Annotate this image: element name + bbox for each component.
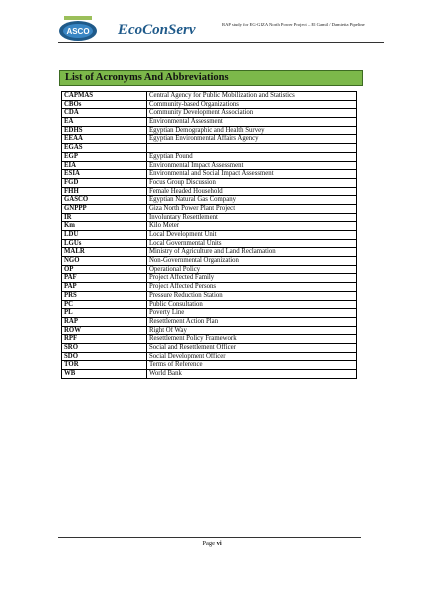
table-row xyxy=(62,170,357,179)
definition-cell: Central Agency for Public Mobilization and Statistics xyxy=(147,92,357,101)
acronym-cell: GNPPP xyxy=(62,204,147,213)
acronym-cell: EIA xyxy=(62,161,147,170)
acronym-cell: PL xyxy=(62,309,147,318)
definition-cell: Focus Group Discussion xyxy=(147,178,357,187)
definition-cell: Social and Resettlement Officer xyxy=(147,343,357,352)
table-row xyxy=(62,274,357,283)
definition-cell: World Bank xyxy=(147,370,357,379)
definition-cell: Local Development Unit xyxy=(147,231,357,240)
table-row xyxy=(62,187,357,196)
ecoconserv-logo-text: EcoConServ xyxy=(118,22,196,38)
definition-cell: Resettlement Action Plan xyxy=(147,317,357,326)
asco-logo-text: ASCO xyxy=(66,27,90,36)
definition-cell: Environmental Assessment xyxy=(147,118,357,127)
acronym-cell: FGD xyxy=(62,178,147,187)
ecoconserv-logo xyxy=(116,18,216,40)
acronym-cell: EDHS xyxy=(62,126,147,135)
page-number xyxy=(0,540,424,547)
table-row xyxy=(62,152,357,161)
acronym-cell: CDA xyxy=(62,109,147,118)
definition-cell: Giza North Power Plant Project xyxy=(147,204,357,213)
table-row xyxy=(62,283,357,292)
section-title-box xyxy=(59,70,363,86)
acronym-cell: NGO xyxy=(62,257,147,266)
table-row xyxy=(62,239,357,248)
definition-cell: Operational Policy xyxy=(147,265,357,274)
table-row xyxy=(62,352,357,361)
acronym-cell: CAPMAS xyxy=(62,92,147,101)
definition-cell: Community-based Organizations xyxy=(147,100,357,109)
acronyms-table-body xyxy=(62,92,357,379)
definition-cell: Project Affected Persons xyxy=(147,283,357,292)
asco-logo xyxy=(58,16,98,42)
definition-cell: Kilo Meter xyxy=(147,222,357,231)
table-row xyxy=(62,265,357,274)
table-row xyxy=(62,92,357,101)
document-title: RAP study for EG-GIZA North Power Project – El Gamil / Damietta Pipeline xyxy=(222,22,365,27)
acronym-cell: LGUs xyxy=(62,239,147,248)
definition-cell: Egyptian Environmental Affairs Agency xyxy=(147,135,357,144)
table-row xyxy=(62,144,357,153)
acronym-cell: SRO xyxy=(62,343,147,352)
definition-cell: Pressure Reduction Station xyxy=(147,291,357,300)
table-row xyxy=(62,135,357,144)
acronym-cell: MALR xyxy=(62,248,147,257)
footer-divider xyxy=(58,537,361,538)
page-number-value: vi xyxy=(216,540,222,547)
definition-cell xyxy=(147,144,357,153)
definition-cell: Public Consultation xyxy=(147,300,357,309)
acronym-cell: PRS xyxy=(62,291,147,300)
acronym-cell: EEAA xyxy=(62,135,147,144)
header-divider xyxy=(58,42,384,43)
definition-cell: Social Development Officer xyxy=(147,352,357,361)
acronym-cell: ROW xyxy=(62,326,147,335)
table-row xyxy=(62,231,357,240)
acronym-cell: GASCO xyxy=(62,196,147,205)
definition-cell: Community Development Association xyxy=(147,109,357,118)
table-row xyxy=(62,361,357,370)
table-row xyxy=(62,196,357,205)
table-row xyxy=(62,204,357,213)
definition-cell: Female Headed Household xyxy=(147,187,357,196)
acronym-cell: CBOs xyxy=(62,100,147,109)
acronym-cell: ESIA xyxy=(62,170,147,179)
table-row xyxy=(62,326,357,335)
acronym-cell: RPF xyxy=(62,335,147,344)
definition-cell: Local Governmental Units xyxy=(147,239,357,248)
acronym-cell: RAP xyxy=(62,317,147,326)
definition-cell: Right Of Way xyxy=(147,326,357,335)
table-row xyxy=(62,109,357,118)
definition-cell: Poverty Line xyxy=(147,309,357,318)
table-row xyxy=(62,309,357,318)
table-row xyxy=(62,317,357,326)
table-row xyxy=(62,118,357,127)
acronym-cell: OP xyxy=(62,265,147,274)
page-header xyxy=(58,14,384,44)
definition-cell: Environmental Impact Assessment xyxy=(147,161,357,170)
table-row xyxy=(62,343,357,352)
acronym-cell: PAF xyxy=(62,274,147,283)
definition-cell: Involuntary Resettlement xyxy=(147,213,357,222)
acronym-cell: EGP xyxy=(62,152,147,161)
acronym-cell: WB xyxy=(62,370,147,379)
acronym-cell: TOR xyxy=(62,361,147,370)
definition-cell: Environmental and Social Impact Assessment xyxy=(147,170,357,179)
table-row xyxy=(62,100,357,109)
table-row xyxy=(62,222,357,231)
definition-cell: Terms of Reference xyxy=(147,361,357,370)
table-row xyxy=(62,248,357,257)
acronyms-table xyxy=(61,91,357,379)
acronym-cell: IR xyxy=(62,213,147,222)
table-row xyxy=(62,126,357,135)
definition-cell: Egyptian Natural Gas Company xyxy=(147,196,357,205)
definition-cell: Egyptian Demographic and Health Survey xyxy=(147,126,357,135)
section-title: List of Acronyms And Abbreviations xyxy=(65,72,229,83)
table-row xyxy=(62,178,357,187)
acronym-cell: EGAS xyxy=(62,144,147,153)
acronym-cell: EA xyxy=(62,118,147,127)
acronym-cell: LDU xyxy=(62,231,147,240)
table-row xyxy=(62,161,357,170)
definition-cell: Egyptian Pound xyxy=(147,152,357,161)
acronym-cell: Km xyxy=(62,222,147,231)
acronym-cell: FHH xyxy=(62,187,147,196)
definition-cell: Resettlement Policy Framework xyxy=(147,335,357,344)
acronym-cell: PAP xyxy=(62,283,147,292)
definition-cell: Ministry of Agriculture and Land Reclamation xyxy=(147,248,357,257)
table-row xyxy=(62,291,357,300)
definition-cell: Non-Governmental Organization xyxy=(147,257,357,266)
table-row xyxy=(62,370,357,379)
definition-cell: Project Affected Family xyxy=(147,274,357,283)
acronym-cell: PC xyxy=(62,300,147,309)
page-label: Page xyxy=(202,540,215,547)
table-row xyxy=(62,213,357,222)
table-row xyxy=(62,257,357,266)
acronym-cell: SDO xyxy=(62,352,147,361)
table-row xyxy=(62,335,357,344)
table-row xyxy=(62,300,357,309)
